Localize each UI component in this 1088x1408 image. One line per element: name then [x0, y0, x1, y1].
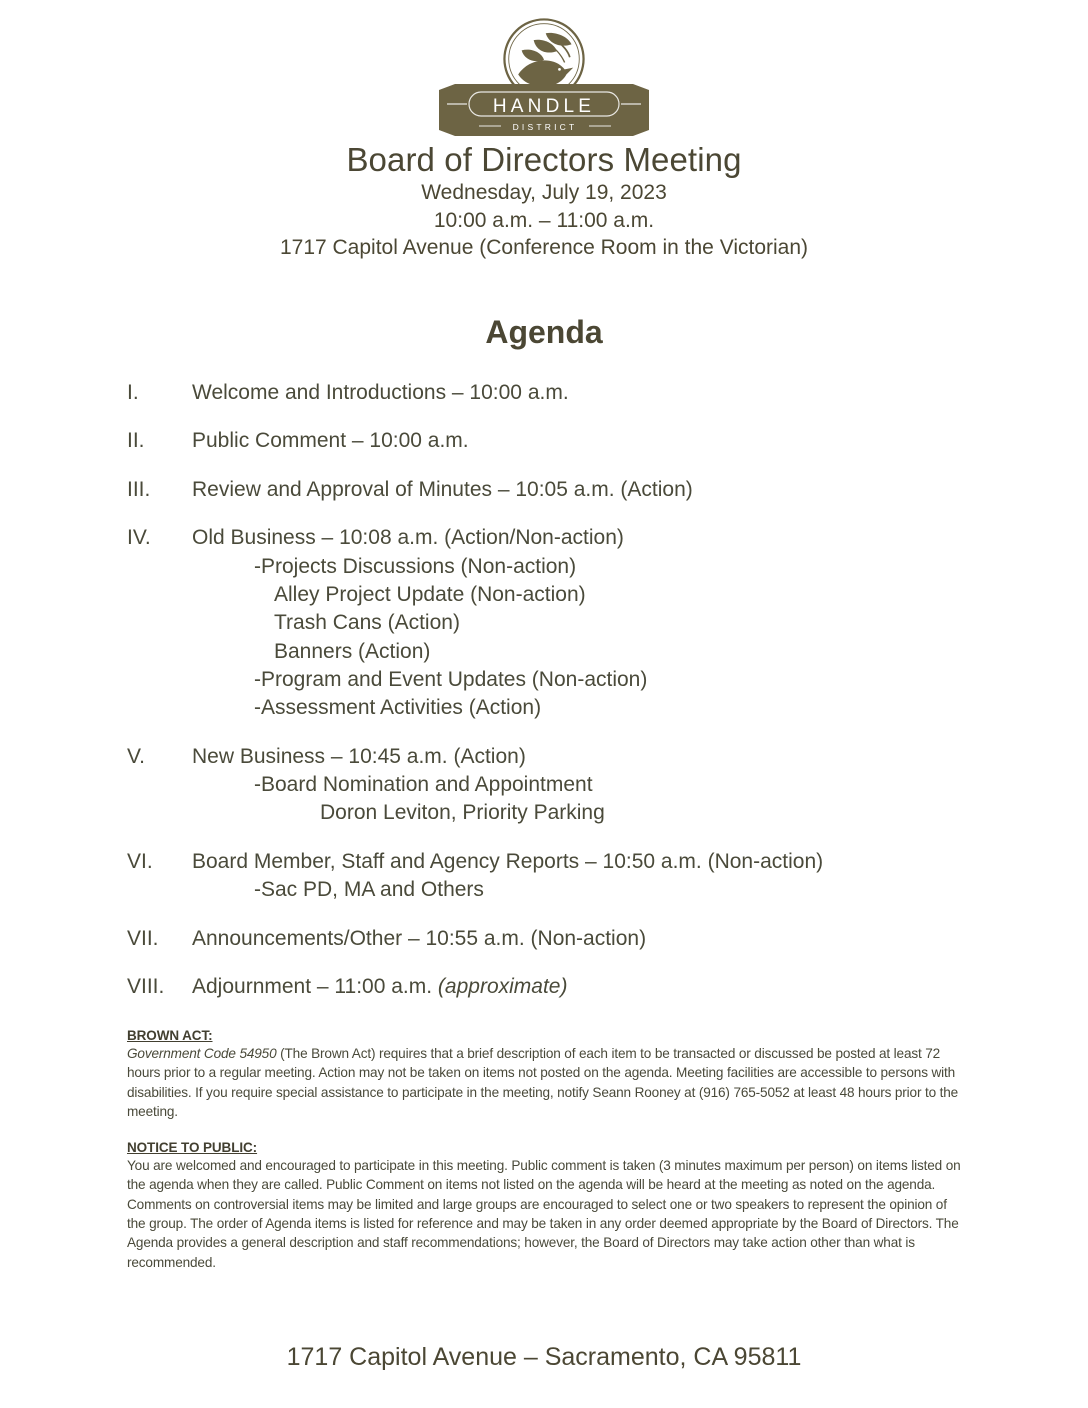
- agenda-item-1: [0, 381, 1088, 405]
- agenda-list: [0, 381, 1088, 999]
- notice-to-public-block: [127, 1140, 961, 1272]
- agenda-item-4: [0, 526, 1088, 721]
- agenda-item-numeral: III.: [127, 477, 151, 501]
- agenda-item-numeral: I.: [127, 381, 139, 405]
- logo-banner-subtext: DISTRICT: [512, 122, 578, 132]
- agenda-item-numeral: V.: [127, 744, 145, 768]
- agenda-item-3: [0, 478, 1088, 502]
- notice-to-public-heading: NOTICE TO PUBLIC:: [127, 1140, 258, 1156]
- agenda-item-text: [192, 975, 1088, 999]
- agenda-item-numeral: IV.: [127, 526, 151, 550]
- agenda-item-text: Announcements/Other – 10:55 a.m. (Non-action): [192, 926, 647, 950]
- page-title: Board of Directors Meeting: [346, 141, 742, 178]
- logo-banner-text: HANDLE: [492, 96, 596, 117]
- meeting-location: 1717 Capitol Avenue (Conference Room in the Victorian): [279, 236, 809, 260]
- agenda-subitem: -Assessment Activities (Action): [254, 696, 542, 720]
- agenda-item-text-italic: (approximate): [437, 974, 568, 998]
- notice-to-public-body: You are welcomed and encouraged to participate in this meeting. Public comment is taken (3 minutes maximum per person) on items listed on the agenda when they are called. Public Comment on items not listed on the agenda will be heard at the meeting as noted on the agenda. Comments on controversial items may be limited and large groups are encouraged to select one or two speakers to represent the opinion of the group. The order of Agenda items is listed for reference and may be taken in any order deemed appropriate by the Board of Directors. The Agenda provides a general description and staff recommendations; however, the Board of Directors may take action other than what is recommended.: [127, 1158, 961, 1270]
- agenda-item-text: New Business – 10:45 a.m. (Action): [192, 744, 526, 768]
- agenda-subitem: -Sac PD, MA and Others: [254, 878, 484, 902]
- agenda-subitem: Alley Project Update (Non-action): [274, 582, 586, 606]
- agenda-item-text: Board Member, Staff and Agency Reports – 10:50 a.m. (Non-action): [192, 849, 824, 873]
- handle-district-logo: [439, 14, 649, 140]
- notices-section: [127, 1028, 961, 1291]
- meeting-date: Wednesday, July 19, 2023: [421, 180, 667, 204]
- agenda-item-7: [0, 927, 1088, 951]
- agenda-heading: Agenda: [485, 314, 603, 351]
- agenda-item-6: [0, 850, 1088, 903]
- agenda-item-numeral: II.: [127, 429, 145, 453]
- agenda-item-text-plain: Adjournment – 11:00 a.m.: [192, 974, 438, 998]
- agenda-item-8: [0, 975, 1088, 999]
- agenda-subitem: -Projects Discussions (Non-action): [254, 554, 577, 578]
- agenda-item-text: Public Comment – 10:00 a.m.: [192, 429, 469, 453]
- agenda-item-numeral: VI.: [127, 849, 153, 873]
- agenda-subitem: Banners (Action): [274, 639, 431, 663]
- brown-act-body-text: (The Brown Act) requires that a brief description of each item to be transacted or discussed be posted at least 72 hours prior to a regular meeting. Action may not be taken on items not posted on the agenda. Meeting facilities are accessible to persons with disabilities. If you require special assistance to participate in the meeting, notify Seann Rooney at (916) 765-5052 at least 48 hours prior to the meeting.: [127, 1046, 959, 1119]
- meeting-time: 10:00 a.m. – 11:00 a.m.: [433, 208, 655, 232]
- agenda-item-5: [0, 745, 1088, 826]
- handle-district-banner: [439, 84, 649, 136]
- agenda-subitem: -Program and Event Updates (Non-action): [254, 667, 648, 691]
- agenda-item-text: Old Business – 10:08 a.m. (Action/Non-action): [192, 526, 624, 550]
- agenda-item-numeral: VII.: [127, 926, 159, 950]
- brown-act-block: [127, 1028, 961, 1121]
- agenda-subitem: Trash Cans (Action): [274, 611, 460, 635]
- brown-act-body: [127, 1044, 961, 1121]
- agenda-item-text: Welcome and Introductions – 10:00 a.m.: [192, 381, 569, 405]
- agenda-item-2: [0, 429, 1088, 453]
- agenda-item-numeral: VIII.: [127, 974, 165, 998]
- agenda-subitem: Doron Leviton, Priority Parking: [320, 801, 605, 825]
- brown-act-heading: BROWN ACT:: [127, 1028, 213, 1043]
- logo-header: [0, 0, 1088, 140]
- agenda-item-text: Review and Approval of Minutes – 10:05 a.m. (Action): [192, 477, 693, 501]
- brown-act-code-reference: Government Code 54950: [127, 1046, 277, 1061]
- footer-address: 1717 Capitol Avenue – Sacramento, CA 95811: [286, 1343, 802, 1371]
- agenda-subitem: -Board Nomination and Appointment: [254, 773, 593, 797]
